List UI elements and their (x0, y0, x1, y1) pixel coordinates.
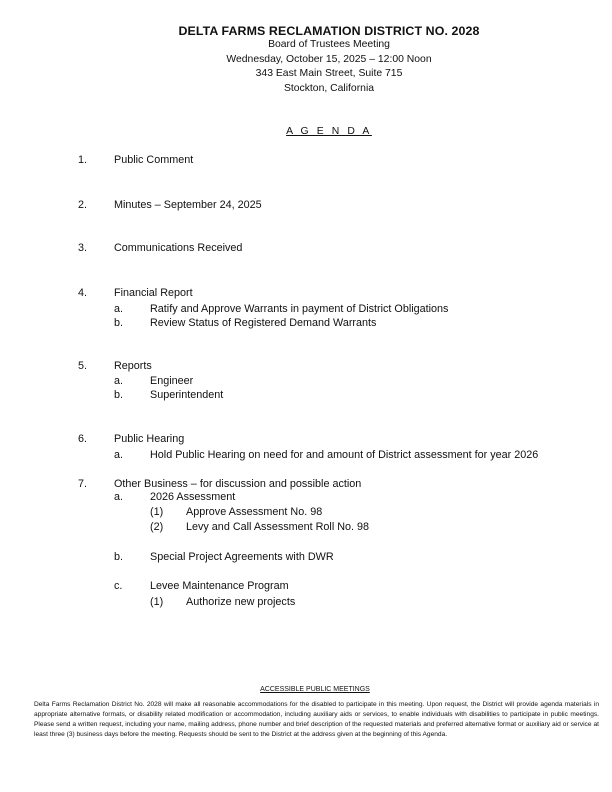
sub-item: Hold Public Hearing on need for and amount of District assessment for year 2026 (150, 449, 539, 461)
sub-item-letter: a. (114, 449, 124, 461)
item-number: 4. (78, 287, 88, 299)
sub-item: Special Project Agreements with DWR (150, 551, 334, 563)
agenda-item: Other Business – for discussion and possible action (114, 478, 362, 490)
agenda-item: Financial Report (114, 287, 193, 299)
sub-sub-item-number: (1) (150, 506, 164, 518)
meeting-type: Board of Trustees Meeting (268, 39, 390, 50)
agenda-item: Minutes – September 24, 2025 (114, 199, 262, 211)
agenda-item: Communications Received (114, 242, 243, 254)
sub-item-letter: a. (114, 491, 124, 503)
district-title: DELTA FARMS RECLAMATION DISTRICT NO. 2028 (178, 24, 480, 38)
agenda-item: Public Comment (114, 154, 194, 166)
document-header (0, 24, 612, 96)
sub-item: Ratify and Approve Warrants in payment of District Obligations (150, 303, 449, 315)
agenda-heading: A G E N D A (286, 126, 372, 137)
meeting-address: 343 East Main Street, Suite 715 (255, 68, 403, 80)
sub-item-letter: a. (114, 303, 124, 315)
item-number: 5. (78, 360, 88, 372)
sub-item-letter: a. (114, 375, 124, 387)
sub-item-letter: b. (114, 551, 124, 563)
item-number: 1. (78, 154, 88, 166)
agenda-item: Public Hearing (114, 433, 185, 445)
sub-sub-item: Authorize new projects (186, 596, 296, 608)
sub-item: Review Status of Registered Demand Warrants (150, 317, 377, 329)
item-number: 6. (78, 433, 88, 445)
sub-sub-item: Levy and Call Assessment Roll No. 98 (186, 521, 370, 533)
agenda-item: Reports (114, 360, 152, 372)
sub-item-letter: b. (114, 317, 124, 329)
accessibility-heading: ACCESSIBLE PUBLIC MEETINGS (260, 686, 370, 693)
sub-item: Levee Maintenance Program (150, 580, 289, 592)
item-number: 7. (78, 478, 88, 490)
sub-item: Superintendent (150, 389, 224, 401)
item-number: 2. (78, 199, 88, 211)
sub-item-letter: b. (114, 389, 124, 401)
meeting-city: Stockton, California (283, 82, 375, 94)
meeting-datetime: Wednesday, October 15, 2025 – 12:00 Noon (226, 53, 432, 65)
sub-item: 2026 Assessment (150, 491, 236, 503)
item-number: 3. (78, 242, 88, 254)
sub-sub-item-number: (1) (150, 596, 164, 608)
sub-sub-item: Approve Assessment No. 98 (186, 506, 323, 518)
sub-item-letter: c. (114, 580, 123, 592)
accessibility-notice: Delta Farms Reclamation District No. 2028 will make all reasonable accommodations for the disabled to participate in this meeting. Upon request, the District will provide agenda materials in appropriate alternative formats, or disability related modification or accommodation, including auxiliary aids or services, to enable individuals with disabilities to participate in public meetings. Please send a written request, including your name, mailing address, phone number and brief description of the requested materials and preferred alternative format or auxiliary aid or service at least three (3) business days before the meeting. Requests should be sent to the District at the address given at the beginning of this Agenda. (34, 701, 599, 738)
sub-sub-item-number: (2) (150, 521, 164, 533)
sub-item: Engineer (150, 375, 194, 387)
